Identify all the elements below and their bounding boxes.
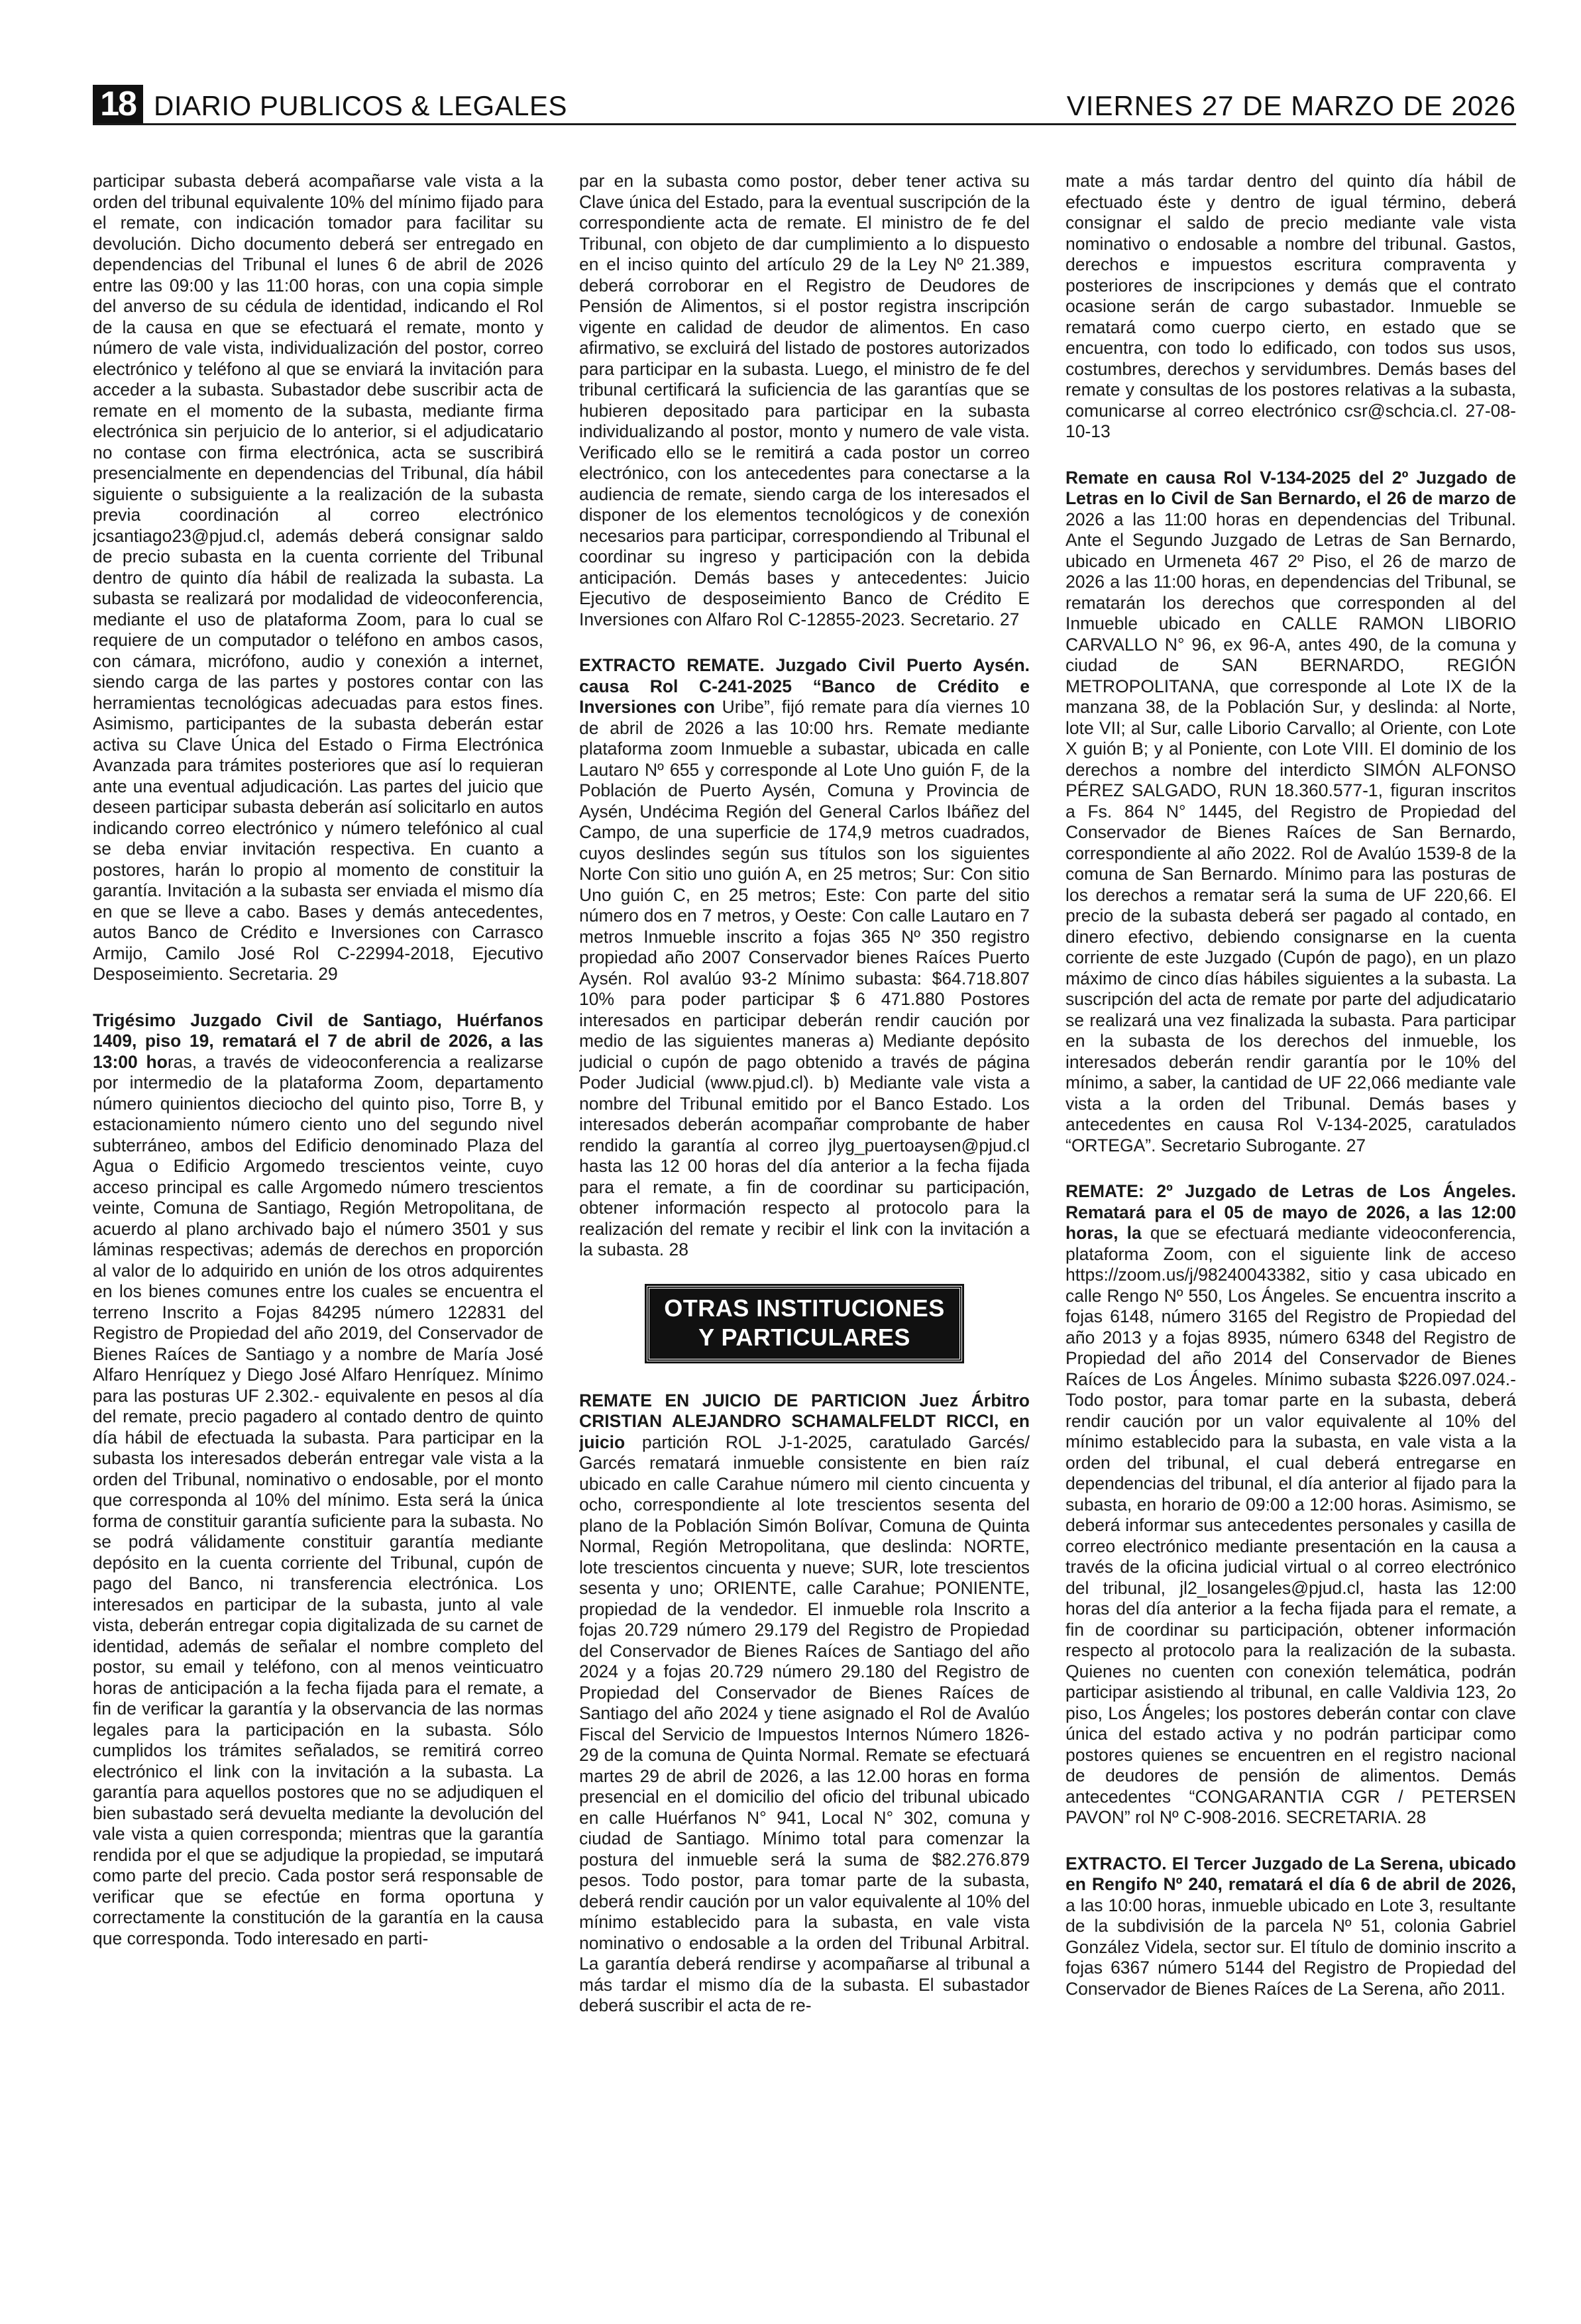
notice-text (1065, 1181, 1516, 1828)
column-1 (93, 171, 543, 2291)
column-2 (579, 171, 1030, 2291)
notice-body: partición ROL J-1-2025, caratulado Garcés/ Garcés rematará inmueble consistente en bien raíz ubicado en calle Carahue número mil ciento cincuenta y ocho, correspondiente al lote trescientos sesenta del plano de la Población Simón Bolívar, Comuna de Quinta Normal, Región Metropolitana, que deslinda: NORTE, lote trescientos cincuenta y nueve; SUR, lote trescientos sesenta y uno; ORIENTE, calle Carahue; PONIENTE, propiedad de la vendedor. El inmueble rola Inscrito a fojas 20.729 número 29.179 del Registro de Propiedad del Conservador de Bienes Raíces de Santiago del año 2024 y a fojas 20.729 número 29.180 del Registro de Propiedad del Conservador de Bienes Raíces de Santiago del año 2024 y tiene asignado el Rol de Avalúo Fiscal del Servicio de Impuestos Internos Número 1826-29 de la comuna de Quinta Normal. Remate se efectuará martes 29 de abril de 2026, a las 12.00 horas en forma presencial en el domicilio del oficio del tribunal ubicado en calle Huérfanos N° 941, Local N° 302, comuna y ciudad de Santiago. Mínimo total para comenzar la postura del inmueble será la suma de $82.276.879 pesos. Todo postor, para tomar parte de la subasta, deberá rendir caución por un valor equivalente al 10% del mínimo establecido para la subasta, en vale vista nominativo o endosable a la orden del Tribunal Arbitral. La garantía deberá rendirse y acompañarse al tribunal a más tardar el mismo día de la subasta. El subastador deberá suscribir el acta de re- (579, 1432, 1030, 2015)
notice-heading: EXTRACTO REMATE. Juzgado Civil Puerto Aysén. causa Rol C-241-2025 “Banco de Crédito e Inversiones con (579, 655, 1030, 717)
notice-body: 2026 a las 11:00 horas en dependencias del Tribunal. Ante el Segundo Juzgado de Letras de San Bernardo, ubicado en Urmeneta 467 2º Piso, el 26 de marzo de 2026 a las 11:00 horas, en dependencias del Tribunal, se rematarán los derechos que corresponden al del Inmueble ubicado en CALLE RAMON LIBORIO CARVALLO N° 96, ex 96-A, antes 490, de la comuna y ciudad de SAN BERNARDO, REGIÓN METROPOLITANA, que corresponde al Lote IX de la manzana 38, de la Población Sur, y deslinda: al Norte, lote VII; al Sur, calle Liborio Carvallo; al Oriente, con Lote X guión B; y al Poniente, con Lote VIII. El dominio de los derechos a nombre del interdicto SIMÓN ALFONSO PÉREZ SALGADO, RUN 18.360.577-1, figuran inscritos a Fs. 864 N° 1445, del Registro de Propiedad del Conservador de Bienes Raíces de San Bernardo, correspondiente al año 2022. Rol de Avalúo 1539-8 de la comuna de San Bernardo. Mínimo para las posturas de los derechos a rematar será la suma de UF 220,66. El precio de la subasta deberá ser pagado al contado, en dinero efectivo, debiendo consignarse en la cuenta corriente de este Juzgado (Cupón de pago), en un plazo máximo de cinco días hábiles siguientes a la subasta. La suscripción del acta de remate por parte del adjudicatario se realizará una vez finalizada la subasta. Para participar en la subasta de los derechos del inmueble, los interesados deberán rendir garantía por le 10% del mínimo, a saber, la cantidad de UF 22,066 mediante vale vista a la orden del Tribunal. Demás bases y antecedentes en causa Rol V-134-2025, caratulados “ORTEGA”. Secretario Subrogante. 27 (1065, 509, 1516, 1155)
notice-body: a las 10:00 horas, inmueble ubicado en Lote 3, resultante de la subdivisión de la parcela Nº 51, colonia Gabriel González Videla, sector sur. El título de dominio inscrito a fojas 6367 número 5144 del Registro de Propiedad del Conservador de Bienes Raíces de La Serena, año 2011. (1065, 1895, 1516, 1999)
column-3 (1065, 171, 1516, 2291)
issue-date: VIERNES 27 DE MARZO DE 2026 (1066, 90, 1516, 121)
notice-san-bernardo (1065, 468, 1516, 1157)
notice-text (579, 1391, 1030, 2017)
page-number: 18 (93, 85, 143, 123)
notice-la-serena (1065, 1854, 1516, 2000)
notice-text (1065, 1854, 1516, 2000)
notice-text: mate a más tardar dentro del quinto día hábil de efectuado éste y dentro de igual término, deberá consignar el saldo de precio mediante vale vista nominativo o endosable a nombre del tribunal. Gastos, derechos e impuestos escritura compraventa y posteriores de inscripciones y demás que el contrato ocasione serán de cargo subastador. Inmueble se rematará como cuerpo cierto, en estado que se encuentra, con todo lo edificado, con todos sus usos, costumbres, derechos y servidumbres. Demás bases del remate y consultas de los postores relativas a la subasta, comunicarse al correo electrónico csr@schcia.cl. 27-08-10-13 (1065, 171, 1516, 441)
notice-body: Uribe”, fijó remate para día viernes 10 de abril de 2026 a las 10:00 hrs. Remate mediante plataforma zoom Inmueble a subastar, ubicada en calle Lautaro Nº 655 y corresponde al Lote Uno guión F, de la Población de Puerto Aysén, Comuna y Provincia de Aysén, Undécima Región del General Carlos Ibáñez del Campo, de una superficie de 174,9 metros cuadrados, cuyos deslindes según sus títulos son los siguientes Norte Con sitio uno guión A, en 25 metros; Sur: Con sitio Uno guión C, en 25 metros; Este: Con parte del sitio número dos en 7 metros, y Oeste: Con calle Lautaro en 7 metros Inmueble inscrito a fojas 365 Nº 350 registro propiedad año 2007 Conservador bienes Raíces Puerto Aysén. Rol avalúo 93-2 Mínimo subasta: $64.718.807 10% para poder participar $ 6 471.880 Postores interesados en participar deberán rendir caución por medio de las siguientes maneras a) Mediante depósito judicial o cupón de pago obtenido a través de página Poder Judicial (www.pjud.cl). b) Mediante vale vista a nombre del Tribunal emitido por el Banco Estado. Los interesados deberán acompañar comprobante de haber rendido la garantía al correo jlyg_puertoaysen@pjud.cl hasta las 12 00 horas del día anterior a la fecha fijada para el remate, a fin de coordinar su participación, obtener información respecto al protocolo para la realización del remate y recibir el link con la invitación a la subasta. 28 (579, 697, 1030, 1259)
section-title: DIARIO PUBLICOS & LEGALES (154, 90, 568, 121)
notice-continuation (93, 171, 543, 985)
notice-los-angeles (1065, 1181, 1516, 1828)
notice-puerto-aysen (579, 655, 1030, 1261)
notice-trigesimo-juzgado (93, 1010, 543, 1950)
notice-continuation (1065, 171, 1516, 443)
section-box-wrap (579, 1286, 1030, 1361)
notice-continuation (579, 171, 1030, 630)
notice-heading: Remate en causa Rol V-134-2025 del 2º Juzgado de Letras en lo Civil de San Bernardo, el 26 de marzo de (1065, 467, 1516, 508)
notice-heading: EXTRACTO. El Tercer Juzgado de La Serena, ubicado en Rengifo Nº 240, rematará el día 6 de abril de 2026, (1065, 1853, 1516, 1894)
page-header (93, 85, 1516, 125)
notice-juicio-particion (579, 1391, 1030, 2017)
notice-body: ras, a través de videoconferencia a realizarse por intermedio de la plataforma Zoom, departamento número quinientos dieciocho del quinto piso, Torre B, y estacionamiento número ciento uno del segundo nivel subterráneo, ambos del Edificio denominado Plaza del Agua o Edificio Argomedo trescientos veinte, cuyo acceso principal es calle Argomedo número trescientos veinte, Comuna de Santiago, Región Metropolitana, de acuerdo al plano archivado bajo el número 3501 y sus láminas respectivas; además de derechos en proporción al valor de lo adquirido en unión de los otros adquirentes en los bienes comunes entre los cuales se encuentra el terreno Inscrito a Fojas 84295 número 122831 del Registro de Propiedad del año 2019, del Conservador de Bienes Raíces de Santiago y a nombre de María José Alfaro Henríquez y Diego José Alfaro Henríquez. Mínimo para las posturas UF 2.302.- equivalente en pesos al día del remate, precio pagadero al contado dentro de quinto día hábil de efectuada la subasta. Para participar en la subasta los interesados deberán entregar vale vista a la orden del Tribunal, nominativo o endosable, por el monto que corresponda al 10% del mínimo. Esta será la única forma de constituir garantía suficiente para la subasta. No se podrá válidamente constituir garantía mediante depósito en la cuenta corriente del Tribunal, cupón de pago del Banco, ni transferencia electrónica. Los interesados en participar de la subasta, junto al vale vista, deberán entregar copia digitalizada de su carnet de identidad, además de señalar el nombre completo del postor, su email y teléfono, con al menos veinticuatro horas de anticipación a la fecha fijada para el remate, a fin de verificar la garantía y la observancia de las normas legales para la participación en la subasta. Sólo cumplidos los trámites señalados, se remitirá correo electrónico el link con la invitación a la subasta. La garantía para aquellos postores que no se adjudiquen el bien subastado será devuelta mediante la devolución del vale vista a quien corresponda; mientras que la garantía rendida por el que se adjudique la propiedad, se imputará como parte del precio. Cada postor será responsable de verificar que se efectúe en forma oportuna y correctamente la constitución de la garantía en la causa que corresponda. Todo interesado en parti- (93, 1051, 543, 1948)
section-box-line-2: Y PARTICULARES (698, 1323, 910, 1351)
article-columns (93, 171, 1516, 2291)
notice-text (93, 1010, 543, 1950)
notice-text (1065, 468, 1516, 1157)
notice-heading: REMATE EN JUICIO DE PARTICION Juez Árbitro CRISTIAN ALEJANDRO SCHAMALFELDT RICCI, en juicio (579, 1390, 1030, 1452)
notice-body: que se efectuará mediante videoconferencia, plataforma Zoom, con el siguiente link de acceso https://zoom.us/j/98240043382, sitio y casa ubicado en calle Rengo Nº 550, Los Ángeles. Se encuentra inscrito a fojas 6148, número 3165 del Registro de Propiedad del año 2013 y a fojas 8935, número 6348 del Registro de Propiedad del año 2014 del Conservador de Bienes Raíces de Los Ángeles. Mínimo subasta $226.097.024.- Todo postor, para tomar parte en la subasta, deberá rendir caución por un valor equivalente al 10% del mínimo establecido para la subasta, en vale vista a la orden del tribunal, el cual deberá entregarse en dependencias del tribunal, el día anterior al fijado para la subasta, en horario de 09:00 a 12:00 horas. Asimismo, se deberá informar sus antecedentes personales y casilla de correo electrónico mediante presentación en la causa a través de la oficina judicial virtual o al correo electrónico del tribunal, jl2_losangeles@pjud.cl, hasta las 12:00 horas del día anterior a la fecha fijada para el remate, a fin de coordinar su participación, obtener información respecto al protocolo para la realización de la subasta. Quienes no cuenten con conexión telemática, podrán participar asistiendo al tribunal, en calle Valdivia 123, 2o piso, Los Ángeles; los postores deberán contar con clave única del estado activa y no podrán participar como postores quienes se encuentren en el registro nacional de deudores de pensión de alimentos. Demás antecedentes “CONGARANTIA CGR / PETERSEN PAVON” rol Nº C-908-2016. SECRETARIA. 28 (1065, 1223, 1516, 1827)
section-box-otras-instituciones (647, 1286, 962, 1361)
notice-text (579, 655, 1030, 1261)
notice-text: par en la subasta como postor, deber tener activa su Clave única del Estado, para la eventual suscripción de la correspondiente acta de remate. El ministro de fe del Tribunal, con objeto de dar cumplimiento a lo dispuesto en el inciso quinto del artículo 29 de la Ley Nº 21.389, deberá corroborar en el Registro de Deudores de Pensión de Alimentos, si el postor registra inscripción vigente en calidad de deudor de alimentos. En caso afirmativo, se excluirá del listado de postores autorizados para participar en la subasta. Luego, el ministro de fe del tribunal certificará la suficiencia de las garantías que se hubieren depositado para participar en la subasta individualizando al postor, monto y numero de vale vista. Verificado ello se le remitirá a cada postor un correo electrónico, con los antecedentes para conectarse a la audiencia de remate, siendo carga de los interesados el disponer de los elementos tecnológicos y de conexión necesarios para participar, correspondiendo al Tribunal el coordinar su ingreso y participación con la debida anticipación. Demás bases y antecedentes: Juicio Ejecutivo de desposeimiento Banco de Crédito E Inversiones con Alfaro Rol C-12855-2023. Secretario. 27 (579, 171, 1030, 629)
section-box-line-1: OTRAS INSTITUCIONES (664, 1294, 945, 1322)
notice-text: participar subasta deberá acompañarse vale vista a la orden del tribunal equivalente 10% del mínimo fijado para el remate, con indicación tomador para facilitar su devolución. Dicho documento deberá ser entregado en dependencias del Tribunal el lunes 6 de abril de 2026 entre las 09:00 y las 11:00 horas, con una copia simple del anverso de su cédula de identidad, indicando el Rol de la causa en que se efectuará el remate, monto y número de vale vista, individualización del postor, correo electrónico y teléfono al que se enviará la invitación para acceder a la subasta. Subastador debe suscribir acta de remate en el momento de la subasta, mediante firma electrónica sin perjuicio de lo anterior, si el adjudicatario no contase con firma electrónica, acta se suscribirá presencialmente en dependencias del Tribunal, día hábil siguiente o subsiguiente a la realización de la subasta previa coordinación al correo electrónico jcsantiago23@pjud.cl, además deberá consignar saldo de precio subasta en la cuenta corriente del Tribunal dentro de quinto día hábil de realizada la subasta. La subasta se realizará por modalidad de videoconferencia, mediante el uso de plataforma Zoom, para lo cual se requiere de un computador o teléfono en ambos casos, con cámara, micrófono, audio y conexión a internet, siendo carga de las partes y postores contar con las herramientas tecnológicas adecuadas para estos fines. Asimismo, participantes de la subasta deberán estar activa su Clave Única del Estado o Firma Electrónica Avanzada para trámites posteriores que así lo requieran ante una eventual adjudicación. Las partes del juicio que deseen participar subasta deberán así solicitarlo en autos indicando correo electrónico y número telefónico al cual se deba enviar invitación respectiva. En cuanto a postores, harán lo propio al momento de constituir la garantía. Invitación a la subasta ser enviada el mismo día en que se lleve a cabo. Bases y demás antecedentes, autos Banco de Crédito e Inversiones con Carrasco Armijo, Camilo José Rol C-22994-2018, Ejecutivo Desposeimiento. Secretaria. 29 (93, 171, 543, 984)
notice-heading: Trigésimo Juzgado Civil de Santiago, Huérfanos 1409, piso 19, rematará el 7 de abril de 2026, a las 13:00 ho (93, 1010, 543, 1072)
notice-heading: REMATE: 2º Juzgado de Letras de Los Ángeles. Rematará para el 05 de mayo de 2026, a las 12:00 horas, la (1065, 1181, 1516, 1243)
